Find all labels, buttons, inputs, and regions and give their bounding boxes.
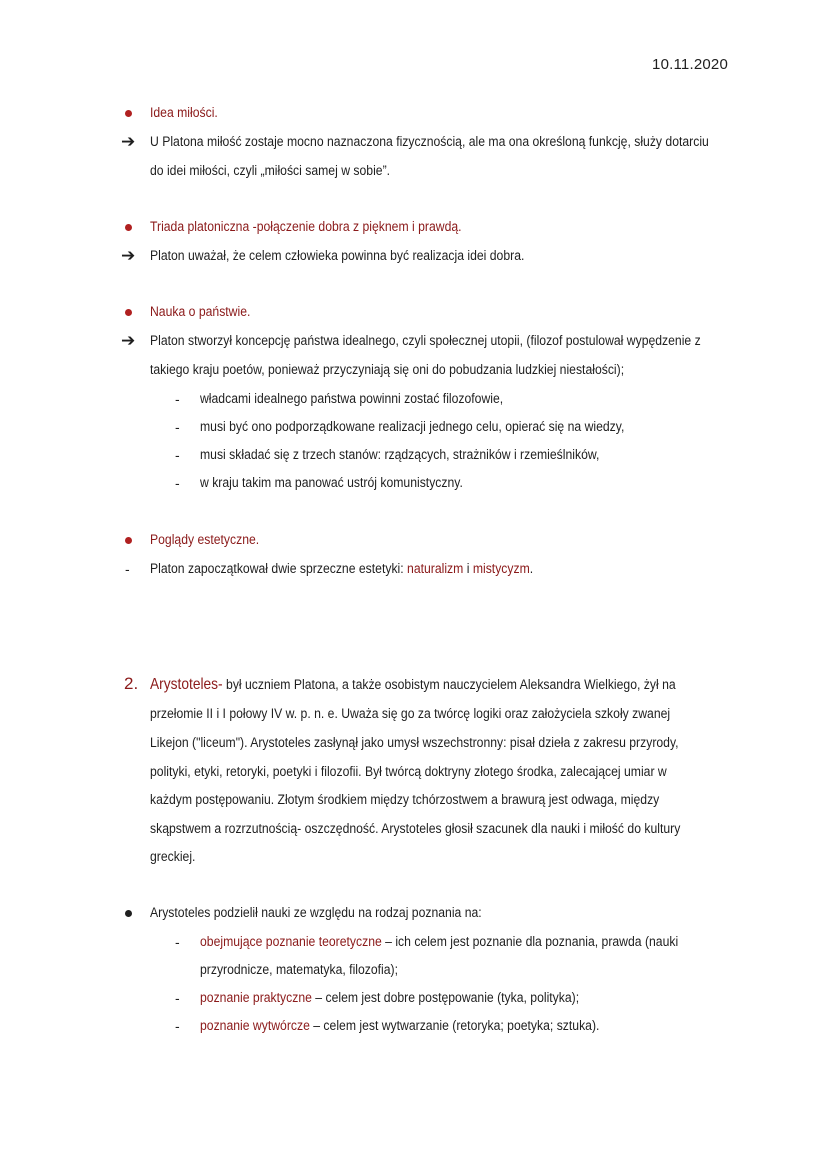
arystoteles-line: polityki, etyki, retoryki, poetyki i filozofii. Był twórcą doktryny złotego środka, zalecającej umiar w: [150, 764, 667, 780]
podzial-text: – celem jest dobre postępowanie (tyka, polityka);: [311, 990, 580, 1006]
panstwo-line: takiego kraju poetów, ponieważ przyczyniają się oni do pobudzania ludzkiej niestałości);: [150, 362, 625, 378]
heading-triada: Triada platoniczna -połączenie dobra z pięknem i prawdą.: [150, 219, 462, 235]
panstwo-line: Platon stworzył koncepcję państwa idealnego, czyli społecznej utopii, (filozof postulował wypędzenie z: [150, 333, 701, 349]
arystoteles-line: każdym postępowaniu. Złotym środkiem między tchórzostwem a brawurą jest odwaga, między: [150, 792, 660, 808]
idea-line: U Platona miłość zostaje mocno naznaczona fizycznością, ale ma ona określoną funkcję, służy dotarciu: [150, 134, 709, 150]
podzial-item: [200, 933, 678, 951]
term-wytworcze: poznanie wytwórcze: [200, 1018, 310, 1034]
heading-estetyka: Poglądy estetyczne.: [150, 532, 260, 548]
arrow-icon: ➔: [121, 246, 136, 266]
dash-icon: -: [175, 391, 180, 407]
triada-line: Platon uważał, że celem człowieka powinna być realizacja idei dobra.: [150, 248, 525, 264]
term-teoretyczne: obejmujące poznanie teoretyczne: [200, 934, 382, 950]
arystoteles-line: Likejon ("liceum"). Arystoteles zasłynął jako umysł wszechstronny: pisał dzieła z zakresu przyrody,: [150, 735, 679, 751]
date: 10.11.2020: [652, 56, 728, 73]
arystoteles-line: przełomie II i I połowy IV w. p. n. e. Uważa się go za twórcę logiki oraz założyciela szkoły zwanej: [150, 706, 671, 722]
panstwo-subitem: władcami idealnego państwa powinni zostać filozofowie,: [200, 391, 504, 407]
arrow-icon: ➔: [121, 132, 136, 152]
term-praktyczne: poznanie praktyczne: [200, 990, 312, 1006]
dash-icon: -: [175, 419, 180, 435]
dash-icon: -: [175, 475, 180, 491]
podzial-item: [200, 989, 579, 1007]
dash-icon: -: [175, 447, 180, 463]
arystoteles-line: skąpstwem a rozrzutnością- oszczędność. Arystoteles głosił szacunek dla nauki i miłość do kultury: [150, 821, 681, 837]
bullet-icon: [125, 910, 132, 917]
heading-panstwo: Nauka o państwie.: [150, 304, 251, 320]
term-naturalizm: naturalizm: [407, 561, 464, 577]
podzial-item: [200, 1017, 599, 1035]
podzial-text: – ich celem jest poznanie dla poznania, prawda (nauki: [381, 934, 679, 950]
dash-icon: -: [175, 990, 180, 1006]
bullet-icon: [125, 537, 132, 544]
dash-icon: -: [175, 1018, 180, 1034]
arystoteles-line: greckiej.: [150, 849, 196, 865]
term-mistycyzm: mistycyzm: [472, 561, 530, 577]
bullet-icon: [125, 110, 132, 117]
section-number: 2.: [124, 674, 139, 693]
panstwo-subitem: w kraju takim ma panować ustrój komunistyczny.: [200, 475, 463, 491]
podzial-text: – celem jest wytwarzanie (retoryka; poetyka; sztuka).: [309, 1018, 600, 1034]
arrow-icon: ➔: [121, 331, 136, 351]
estetyka-line: [150, 560, 533, 578]
estetyka-text: i: [463, 561, 473, 577]
heading-idea: Idea miłości.: [150, 105, 218, 121]
estetyka-text: Platon zapoczątkował dwie sprzeczne estetyki:: [150, 561, 408, 577]
arystoteles-name: Arystoteles-: [150, 676, 223, 693]
panstwo-subitem: musi być ono podporządkowane realizacji jednego celu, opierać się na wiedzy,: [200, 419, 625, 435]
dash-icon: -: [125, 561, 130, 577]
bullet-icon: [125, 224, 132, 231]
podzial-item-cont: przyrodnicze, matematyka, filozofia);: [200, 962, 399, 978]
podzial-intro: Arystoteles podzielił nauki ze względu na rodzaj poznania na:: [150, 905, 482, 921]
arystoteles-text: był uczniem Platona, a także osobistym nauczycielem Aleksandra Wielkiego, żył na: [222, 677, 676, 693]
bullet-icon: [125, 309, 132, 316]
panstwo-subitem: musi składać się z trzech stanów: rządzących, strażników i rzemieślników,: [200, 447, 600, 463]
arystoteles-line: [150, 676, 676, 694]
dash-icon: -: [175, 934, 180, 950]
estetyka-text: .: [529, 561, 534, 577]
idea-line: do idei miłości, czyli „miłości samej w sobie”.: [150, 163, 391, 179]
